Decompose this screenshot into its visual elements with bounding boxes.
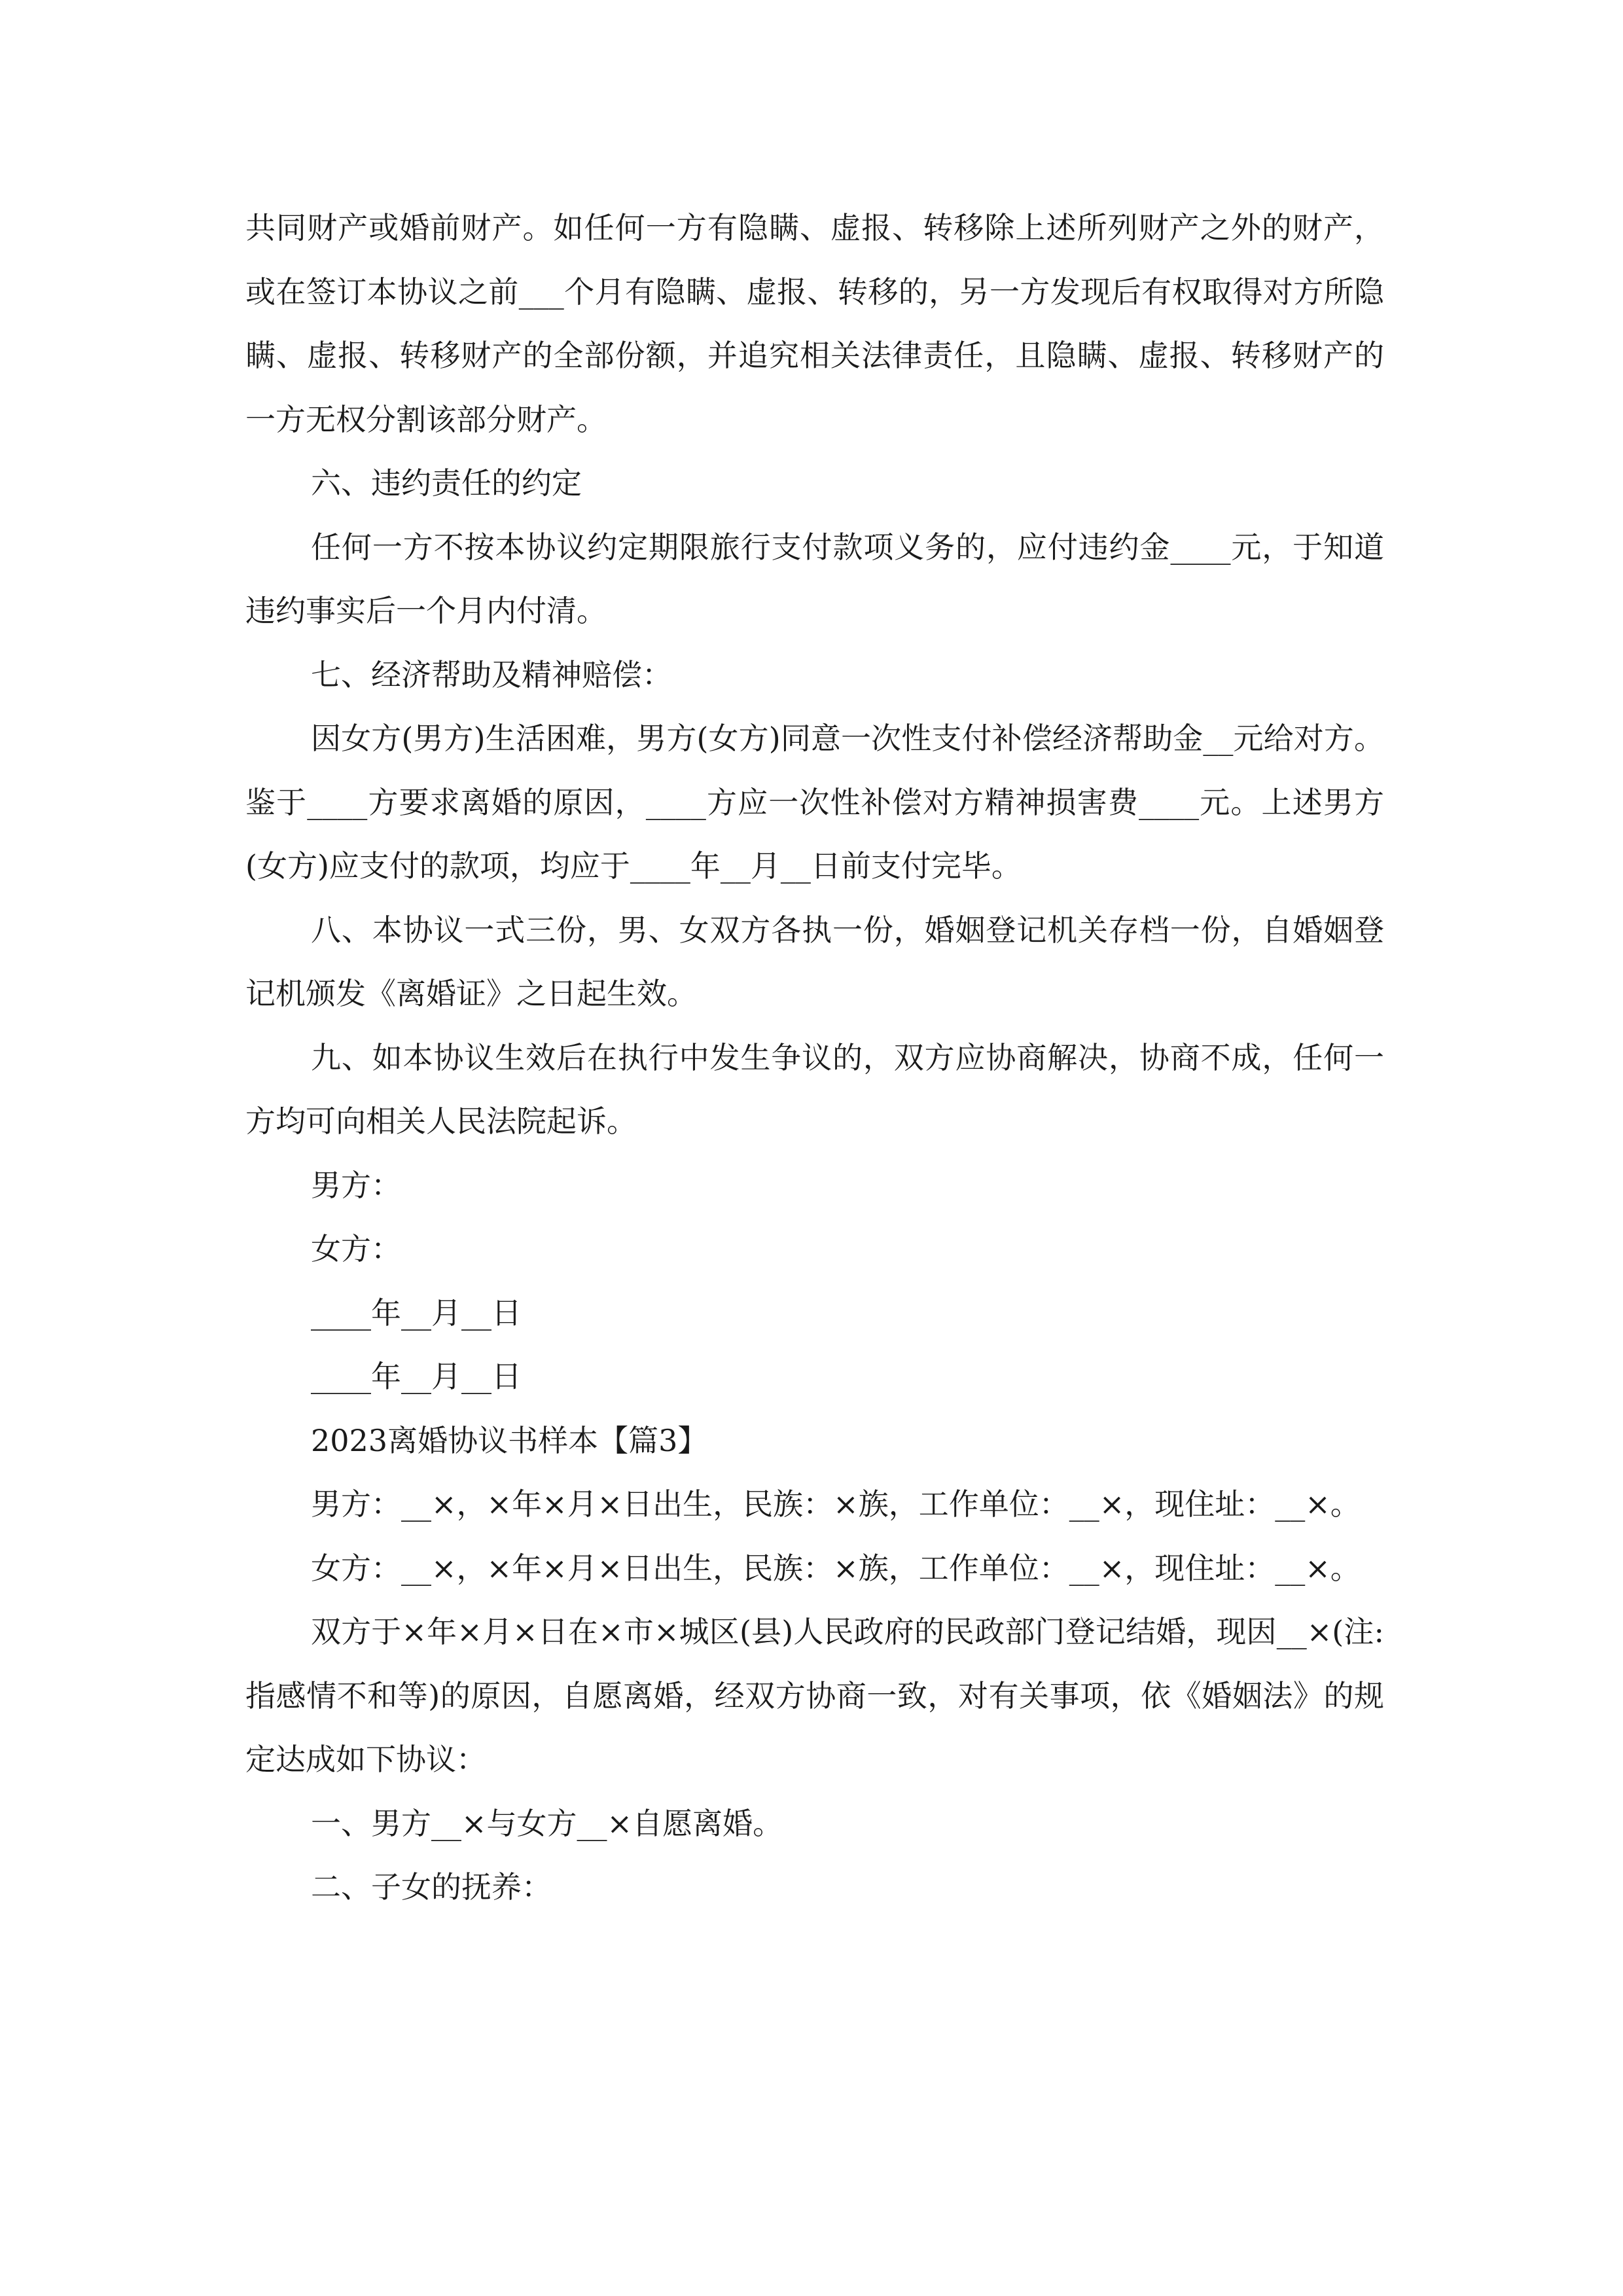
paragraph-male-info: 男方：__×，×年×月×日出生，民族：×族，工作单位：__×，现住址：__×。 xyxy=(311,1486,1361,1522)
document-body xyxy=(245,196,1384,1920)
clause-voluntary-divorce: 一、男方__×与女方__×自愿离婚。 xyxy=(311,1805,783,1841)
paragraph-dispute-resolution: 九、如本协议生效后在执行中发生争议的，双方应协商解决，协商不成，任何一方均可向相关人民法院起诉。 xyxy=(245,1039,1384,1139)
clause-child-custody: 二、子女的抚养： xyxy=(311,1869,552,1905)
heading-economic-help: 七、经济帮助及精神赔偿： xyxy=(311,656,672,692)
date-line-2: ____年__月__日 xyxy=(311,1359,522,1394)
date-line-1: ____年__月__日 xyxy=(311,1295,522,1331)
paragraph-breach-penalty: 任何一方不按本协议约定期限旅行支付款项义务的，应付违约金____元，于知道违约事实后一个月内付清。 xyxy=(245,529,1384,628)
paragraph-copies-effective: 八、本协议一式三份，男、女双方各执一份，婚姻登记机关存档一份，自婚姻登记机颁发《离婚证》之日起生效。 xyxy=(245,912,1384,1011)
paragraph-female-info: 女方：__×，×年×月×日出生，民族：×族，工作单位：__×，现住址：__×。 xyxy=(311,1550,1361,1586)
signature-male: 男方： xyxy=(311,1167,401,1203)
section-title-sample-3: 2023离婚协议书样本【篇3】 xyxy=(311,1422,708,1458)
paragraph-marriage-background: 双方于×年×月×日在×市×城区(县)人民政府的民政部门登记结婚，现因__×(注:指感情不和等)的原因，自愿离婚，经双方协商一致，对有关事项，依《婚姻法》的规定达成如下协议： xyxy=(245,1614,1384,1777)
heading-breach-liability: 六、违约责任的约定 xyxy=(311,465,582,501)
signature-female: 女方： xyxy=(311,1231,401,1266)
paragraph-property-concealment: 共同财产或婚前财产。如任何一方有隐瞒、虚报、转移除上述所列财产之外的财产，或在签订本协议之前___个月有隐瞒、虚报、转移的，另一方发现后有权取得对方所隐瞒、虚报、转移财产的全部份额，并追究相关法律责任，且隐瞒、虚报、转移财产的一方无权分割该部分财产。 xyxy=(245,210,1384,437)
paragraph-economic-help: 因女方(男方)生活困难，男方(女方)同意一次性支付补偿经济帮助金__元给对方。鉴于____方要求离婚的原因，____方应一次性补偿对方精神损害费____元。上述男方(女方)应支付的款项，均应于____年__月__日前支付完毕。 xyxy=(245,721,1384,884)
